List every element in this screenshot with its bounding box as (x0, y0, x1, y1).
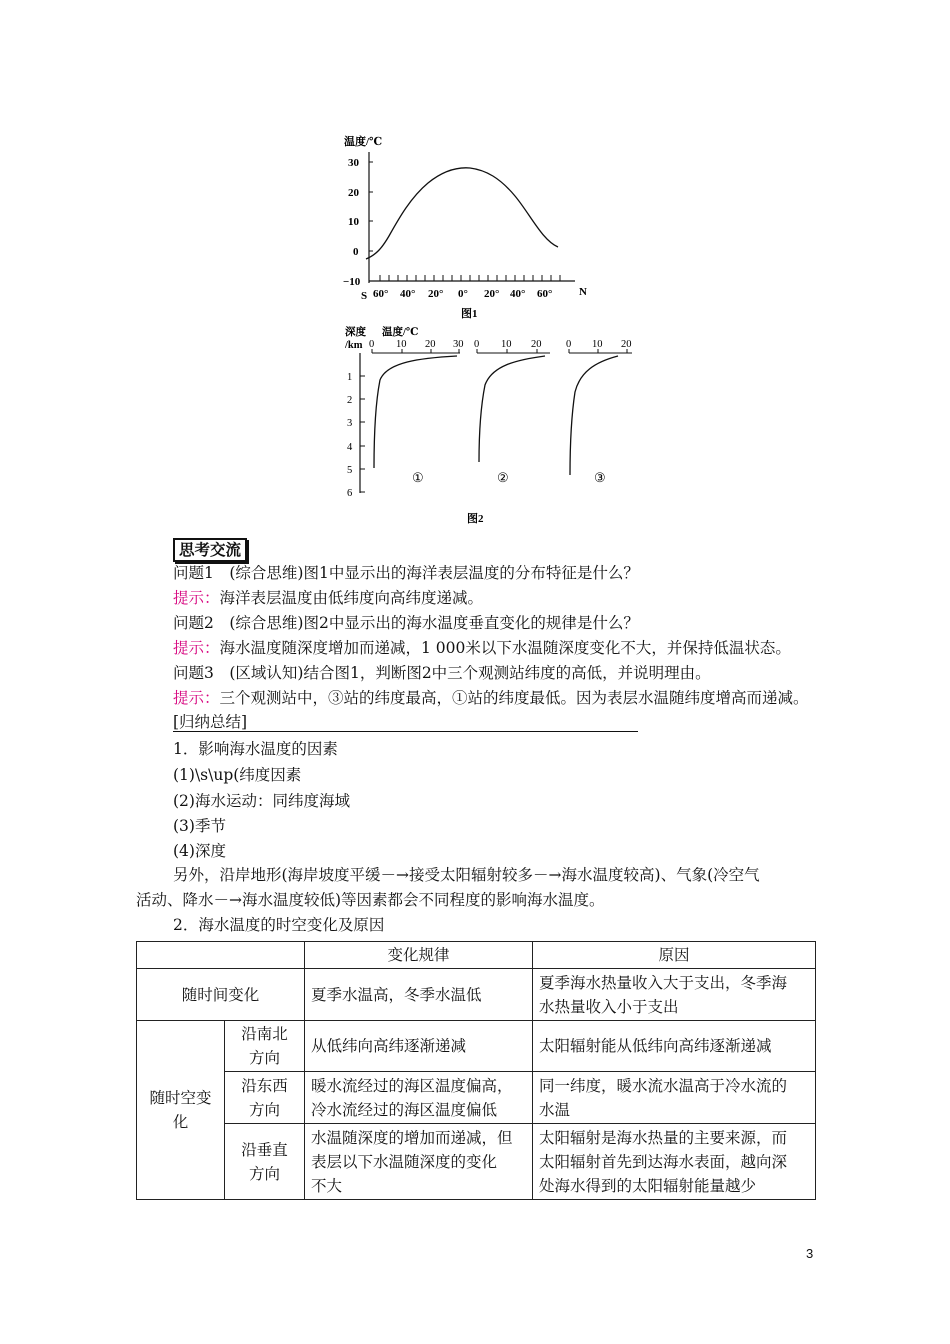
row-ew-direction: 沿东西 方向 (225, 1072, 305, 1124)
fig2-depth-tick: 1 (347, 372, 353, 383)
fig2-p1-curve (374, 356, 457, 468)
temperature-change-table (136, 941, 816, 1200)
fig1-temperature-curve (366, 168, 558, 259)
summary-item: (4)深度 (173, 842, 226, 860)
fig1-ytick: 0 (353, 246, 359, 258)
answer-text: 海洋表层温度由低纬度向高纬度递减。 (219, 589, 484, 607)
fig2-depth-label: 深度 (345, 327, 366, 338)
fig1-ylabel: 温度/℃ (344, 136, 383, 148)
row-ns-direction: 沿南北 方向 (225, 1021, 305, 1072)
section-title: 思考交流 (173, 538, 247, 562)
fig1-ytick: 10 (348, 216, 359, 228)
fig2-temp-label: 温度/℃ (382, 327, 419, 338)
question-1: 问题1 (综合思维)图1中显示出的海洋表层温度的分布特征是什么？ (173, 564, 639, 582)
summary-item: (1)\s\up(纬度因素 (173, 766, 302, 784)
fig1-ytick: −10 (343, 276, 361, 288)
fig2-caption: 图2 (467, 513, 484, 525)
answer-text: 海水温度随深度增加而递减，1 000米以下水温随深度变化不大，并保持低温状态。 (219, 639, 791, 657)
fig2-p3-tick: 10 (592, 339, 603, 350)
fig1-xtick: 40° (510, 288, 526, 300)
fig2-p1-tick: 10 (396, 339, 407, 350)
fig1-xtick: 40° (400, 288, 416, 300)
fig1-xtick: 60° (537, 288, 553, 300)
fig2-p3-mark: ③ (594, 470, 606, 485)
fig1-ytick: 20 (348, 187, 359, 199)
page-number: 3 (806, 1246, 814, 1261)
summary-heading-2: 2．海水温度的时空变化及原因 (173, 916, 385, 934)
summary-item: (2)海水运动：同纬度海域 (173, 792, 350, 810)
fig2-depth-tick: 4 (347, 442, 353, 453)
table-header-rule: 变化规律 (305, 942, 533, 969)
fig2-p2-tick: 0 (474, 339, 480, 350)
row-ns-rule: 从低纬向高纬逐渐递减 (305, 1021, 533, 1072)
answer-text: 三个观测站中，③站的纬度最高，①站的纬度最低。因为表层水温随纬度增高而递减。 (219, 689, 809, 707)
fig1-xlabel-n: N (579, 286, 587, 298)
hint-label: 提示： (173, 689, 220, 707)
fig2-p3-tick: 20 (621, 339, 632, 350)
fig2-p2-curve (479, 356, 545, 462)
figure-1 (330, 128, 610, 328)
fig1-xtick: 0° (458, 288, 468, 300)
fig2-p1-tick: 0 (369, 339, 375, 350)
hint-label: 提示： (173, 639, 220, 657)
fig2-p1-mark: ① (412, 470, 424, 485)
row-time-reason: 夏季海水热量收入大于支出，冬季海 水热量收入小于支出 (533, 969, 816, 1021)
figure-2 (340, 323, 640, 528)
fig2-p3-tick: 0 (566, 339, 572, 350)
table-header-reason: 原因 (533, 942, 816, 969)
row-time-rule: 夏季水温高，冬季水温低 (305, 969, 533, 1021)
fig2-depth-tick: 2 (347, 395, 353, 406)
hint-label: 提示： (173, 589, 220, 607)
answer-3 (173, 687, 809, 709)
answer-1 (173, 587, 483, 609)
row-space-label: 随时空变 化 (137, 1021, 225, 1200)
row-vertical-reason: 太阳辐射是海水热量的主要来源，而 太阳辐射首先到达海水表面，越向深 处海水得到的太阳辐射能量越少 (533, 1124, 816, 1200)
summary-rule (173, 731, 638, 732)
fig2-p3-curve (570, 356, 618, 475)
fig2-p1-tick: 20 (425, 339, 436, 350)
fig1-xtick: 60° (373, 288, 389, 300)
answer-2 (173, 637, 791, 659)
row-vertical-direction: 沿垂直 方向 (225, 1124, 305, 1200)
fig2-depth-tick: 5 (347, 465, 353, 476)
table-header-empty (137, 942, 305, 969)
question-3: 问题3 (区域认知)结合图1，判断图2中三个观测站纬度的高低，并说明理由。 (173, 664, 711, 682)
fig2-p2-tick: 10 (501, 339, 512, 350)
fig1-xtick: 20° (484, 288, 500, 300)
fig1-xlabel-s: S (361, 290, 368, 302)
row-time-label: 随时间变化 (137, 969, 305, 1021)
summary-item: (3)季节 (173, 817, 226, 835)
fig2-p2-mark: ② (497, 470, 509, 485)
summary-paragraph: 另外，沿岸地形(海岸坡度平缓－→接受太阳辐射较多－→海水温度较高)、气象(冷空气 (173, 866, 760, 884)
fig1-xtick: 20° (428, 288, 444, 300)
row-vertical-rule: 水温随深度的增加而递减，但 表层以下水温随深度的变化 不大 (305, 1124, 533, 1200)
fig2-depth-unit: /km (345, 340, 363, 351)
fig1-caption: 图1 (461, 308, 478, 320)
summary-heading-1: 1．影响海水温度的因素 (173, 740, 338, 758)
row-ns-reason: 太阳辐射能从低纬向高纬逐渐递减 (533, 1021, 816, 1072)
fig2-depth-tick: 6 (347, 488, 353, 499)
fig2-depth-tick: 3 (347, 418, 353, 429)
summary-paragraph: 活动、降水－→海水温度较低)等因素都会不同程度的影响海水温度。 (136, 891, 605, 909)
fig2-p2-tick: 20 (531, 339, 542, 350)
row-ew-rule: 暖水流经过的海区温度偏高， 冷水流经过的海区温度偏低 (305, 1072, 533, 1124)
fig1-ytick: 30 (348, 157, 359, 169)
question-2: 问题2 (综合思维)图2中显示出的海水温度垂直变化的规律是什么？ (173, 614, 639, 632)
fig2-p1-tick: 30 (453, 339, 464, 350)
row-ew-reason: 同一纬度，暖水流水温高于冷水流的 水温 (533, 1072, 816, 1124)
summary-title: [归纳总结] (173, 713, 248, 731)
